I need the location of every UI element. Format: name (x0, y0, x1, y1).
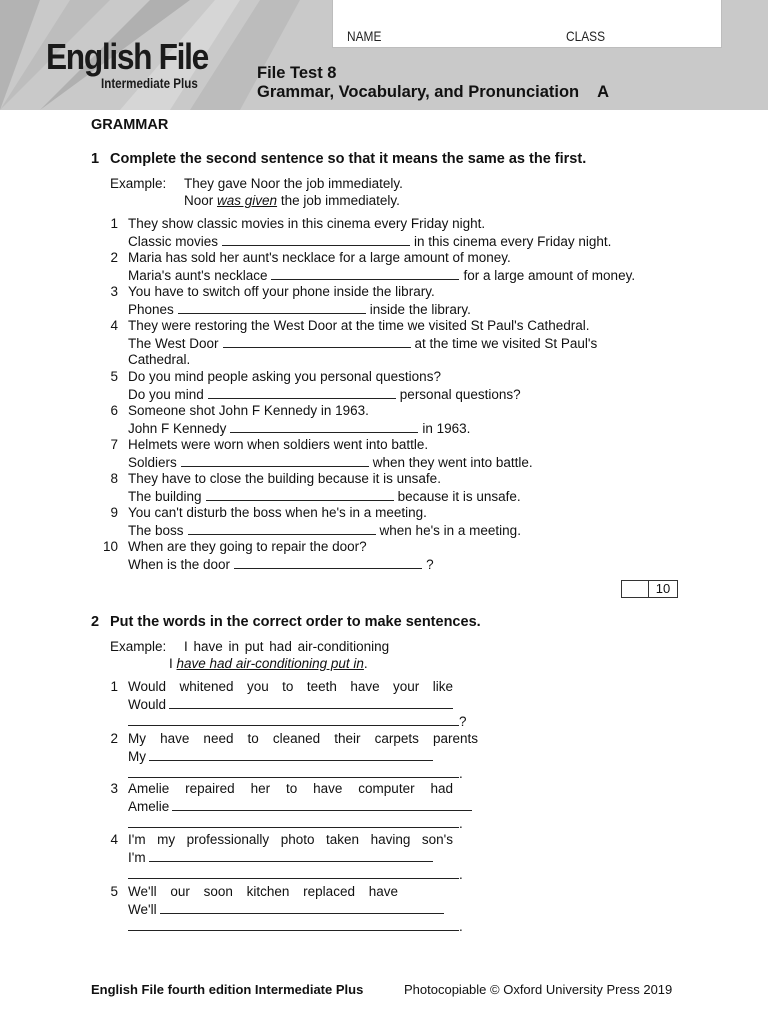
q1-item-original: You can't disturb the boss when he's in a meeting. (128, 505, 427, 520)
q2-item-answer-line1 (128, 797, 472, 815)
q1-item-number: 7 (110, 437, 118, 452)
q2-item-number: 1 (110, 679, 118, 694)
q2-example-line2 (169, 655, 368, 672)
q1-item-number: 4 (110, 318, 118, 333)
q1-item-rewrite-end: in 1963. (422, 421, 471, 436)
q2-item-words (128, 730, 478, 747)
q2-item-words (128, 678, 453, 695)
q2-number: 2 (91, 614, 100, 630)
q2-item-number: 3 (110, 781, 118, 796)
q1-item-rewrite-start: Do you mind (128, 387, 204, 402)
q2-item-words-text: Amelie repaired her to have computer had (128, 781, 453, 796)
q1-item-number: 6 (110, 403, 118, 418)
q2-item-end-punct: . (459, 816, 463, 831)
q1-item-rewrite (128, 385, 521, 403)
answer-blank[interactable] (181, 453, 369, 467)
q2-item-start-word: Amelie (128, 799, 170, 814)
q1-item-rewrite-start: John F Kennedy (128, 421, 227, 436)
footer-left: English File fourth edition Intermediate Plus (91, 982, 364, 997)
q1-item-rewrite (128, 300, 471, 318)
answer-blank[interactable] (128, 917, 459, 931)
q1-example-pre: Noor (184, 193, 218, 208)
q1-item-rewrite (128, 555, 434, 573)
q2-item-words (128, 831, 453, 848)
q2-instruction: Put the words in the correct order to make sentences. (110, 614, 481, 630)
q1-item-rewrite (128, 521, 521, 539)
q2-item-end-punct: . (459, 919, 463, 934)
answer-blank[interactable] (230, 419, 418, 433)
test-version: A (597, 83, 610, 101)
q2-item-number: 4 (110, 832, 118, 847)
q1-example-label: Example: (110, 176, 167, 191)
q2-item-start-word: Would (128, 697, 167, 712)
q1-item-rewrite-start: The boss (128, 523, 184, 538)
q1-item-rewrite-end: ? (426, 557, 434, 572)
q2-item-answer-line2 (128, 712, 467, 730)
q1-example-line2 (184, 192, 400, 209)
answer-blank[interactable] (160, 900, 444, 914)
q1-item-rewrite-end: for a large amount of money. (463, 268, 636, 283)
q1-item-rewrite (128, 232, 611, 250)
q2-example-pre: I (169, 656, 177, 671)
q2-item-words (128, 883, 398, 900)
q1-item-number: 1 (110, 216, 118, 231)
test-subtitle (257, 83, 609, 102)
q1-item-rewrite (128, 487, 521, 505)
q1-item-rewrite (128, 419, 470, 437)
q1-example-line1: They gave Noor the job immediately. (184, 176, 403, 191)
q2-item-start-word: My (128, 749, 146, 764)
answer-blank[interactable] (222, 232, 410, 246)
q1-item-rewrite-start: Classic movies (128, 234, 219, 249)
q1-item-number: 2 (110, 250, 118, 265)
q1-item-original: Maria has sold her aunt's necklace for a large amount of money. (128, 250, 511, 265)
answer-blank[interactable] (178, 300, 366, 314)
answer-blank[interactable] (169, 695, 453, 709)
q1-number: 1 (91, 151, 100, 167)
q2-item-words (128, 780, 453, 797)
name-class-box (332, 0, 722, 48)
q1-item-original: They show classic movies in this cinema every Friday night. (128, 216, 486, 231)
q2-item-start-word: I'm (128, 850, 146, 865)
q1-item-original: You have to switch off your phone inside the library. (128, 284, 435, 299)
footer-right: Photocopiable © Oxford University Press 2019 (404, 982, 673, 997)
q1-item-rewrite-end: at the time we visited St Paul's (414, 336, 598, 351)
q1-item-rewrite-start: Maria's aunt's necklace (128, 268, 268, 283)
class-label: CLASS (566, 28, 606, 44)
q2-item-words-text: Would whitened you to teeth have your like (128, 679, 453, 694)
q1-item-rewrite-end: personal questions? (399, 387, 521, 402)
q1-item-number: 5 (110, 369, 118, 384)
q2-item-words-text: My have need to cleaned their carpets parents (128, 731, 478, 746)
answer-blank[interactable] (223, 334, 411, 348)
logo-title: English File (46, 36, 208, 77)
q2-example-words: I have in put had air-conditioning (184, 639, 390, 654)
q1-item-rewrite-start: When is the door (128, 557, 231, 572)
answer-blank[interactable] (128, 764, 459, 778)
answer-blank[interactable] (172, 797, 472, 811)
q1-item-rewrite-end: in this cinema every Friday night. (414, 234, 612, 249)
q1-item-number: 9 (110, 505, 118, 520)
score-total: 10 (655, 581, 671, 596)
q1-item-rewrite-end: because it is unsafe. (397, 489, 521, 504)
q2-item-answer-line1 (128, 747, 433, 765)
q2-item-end-punct: . (459, 867, 463, 882)
q2-item-words-text: We'll our soon kitchen replaced have (128, 884, 398, 899)
q2-item-words-text: I'm my professionally photo taken having son's (128, 832, 453, 847)
q2-item-answer-line1 (128, 900, 444, 918)
q1-item-rewrite-continued: Cathedral. (128, 352, 191, 367)
q1-item-rewrite-end: when they went into battle. (372, 455, 533, 470)
q1-item-number: 8 (110, 471, 118, 486)
q1-item-rewrite-end: inside the library. (369, 302, 471, 317)
q1-item-number: 10 (102, 539, 118, 554)
q1-item-rewrite (128, 453, 533, 471)
q1-item-original: Someone shot John F Kennedy in 1963. (128, 403, 369, 418)
answer-blank[interactable] (149, 747, 433, 761)
q2-item-number: 5 (110, 884, 118, 899)
test-title: File Test 8 (257, 64, 337, 82)
q1-item-rewrite (128, 334, 597, 352)
answer-blank[interactable] (128, 814, 459, 828)
q2-item-start-word: We'll (128, 902, 157, 917)
q1-item-number: 3 (110, 284, 118, 299)
q1-item-original: Do you mind people asking you personal questions? (128, 369, 441, 384)
q2-item-end-punct: . (459, 766, 463, 781)
name-label: NAME (347, 28, 382, 44)
score-input-cell[interactable] (622, 581, 649, 597)
answer-blank[interactable] (206, 487, 394, 501)
test-subtitle-text: Grammar, Vocabulary, and Pronunciation (257, 83, 580, 101)
q1-example-post: the job immediately. (277, 193, 400, 208)
q1-item-original: When are they going to repair the door? (128, 539, 367, 554)
q1-item-rewrite-start: Phones (128, 302, 174, 317)
header-banner (0, 0, 768, 110)
q1-item-rewrite-end: when he's in a meeting. (379, 523, 521, 538)
q2-item-answer-line1 (128, 695, 453, 713)
q1-item-original: They have to close the building because it is unsafe. (128, 471, 441, 486)
q2-example-label: Example: (110, 639, 167, 654)
q2-item-answer-line2 (128, 917, 463, 935)
answer-blank[interactable] (149, 848, 433, 862)
q2-item-number: 2 (110, 731, 118, 746)
answer-blank[interactable] (271, 266, 459, 280)
q2-example-answer: have had air-conditioning put in (176, 656, 364, 671)
answer-blank[interactable] (188, 521, 376, 535)
q2-example-post: . (363, 656, 368, 671)
q1-item-rewrite-start: Soldiers (128, 455, 177, 470)
q1-item-original: They were restoring the West Door at the time we visited St Paul's Cathedral. (128, 318, 590, 333)
q1-item-rewrite (128, 266, 635, 284)
q1-instruction: Complete the second sentence so that it means the same as the first. (110, 151, 587, 167)
q1-score-box (621, 580, 678, 598)
q2-item-end-punct: ? (459, 714, 467, 729)
logo-subtitle: Intermediate Plus (101, 76, 198, 91)
q1-item-rewrite-start: The West Door (128, 336, 219, 351)
q1-example-answer: was given (217, 193, 278, 208)
answer-blank[interactable] (128, 712, 459, 726)
q1-item-rewrite-start: The building (128, 489, 202, 504)
answer-blank[interactable] (208, 385, 396, 399)
answer-blank[interactable] (128, 865, 459, 879)
q2-item-answer-line2 (128, 865, 463, 883)
section-heading: GRAMMAR (91, 117, 169, 133)
answer-blank[interactable] (234, 555, 422, 569)
q1-item-original: Helmets were worn when soldiers went into battle. (128, 437, 429, 452)
q2-item-answer-line2 (128, 814, 463, 832)
q2-item-answer-line1 (128, 848, 433, 866)
